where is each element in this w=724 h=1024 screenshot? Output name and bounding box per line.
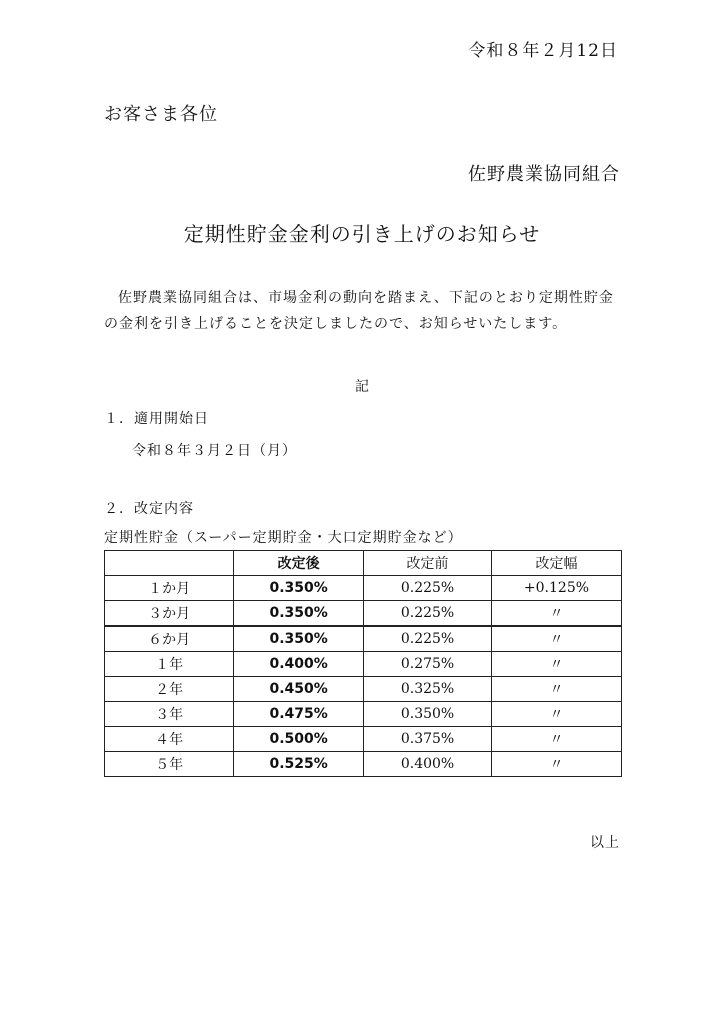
term-cell: ５年 [105, 752, 234, 777]
section1-heading: １．適用開始日 [104, 411, 209, 427]
section2-heading: ２．改定内容 [104, 501, 194, 517]
before-cell: 0.225% [364, 576, 492, 601]
table-header-row [105, 551, 622, 576]
table-row [105, 702, 622, 727]
after-cell: 0.475% [234, 702, 364, 727]
after-cell: 0.500% [234, 727, 364, 752]
before-cell: 0.375% [364, 727, 492, 752]
before-cell: 0.225% [364, 626, 492, 652]
after-cell: 0.450% [234, 677, 364, 702]
table-row [105, 677, 622, 702]
body-paragraph: 佐野農業協同組合は、市場金利の動向を踏まえ、下記のとおり定期性貯金の金利を引き上げることを決定しましたので、お知らせいたします。 [104, 290, 614, 332]
term-cell: ３年 [105, 702, 234, 727]
table-row [105, 601, 622, 627]
after-cell: 0.525% [234, 752, 364, 777]
rate-table [104, 550, 622, 777]
term-cell: ６か月 [105, 626, 234, 652]
before-cell: 0.325% [364, 677, 492, 702]
diff-cell: 〃 [491, 601, 621, 627]
after-cell: 0.350% [234, 601, 364, 627]
after-cell: 0.350% [234, 626, 364, 652]
table-row [105, 752, 622, 777]
document-title: 定期性貯金金利の引き上げのお知らせ [183, 222, 541, 246]
term-cell: ４年 [105, 727, 234, 752]
diff-cell: 〃 [491, 752, 621, 777]
term-cell: １か月 [105, 576, 234, 601]
after-cell: 0.350% [234, 576, 364, 601]
header-diff: 改定幅 [491, 551, 621, 576]
table-row [105, 576, 622, 601]
diff-cell: 〃 [491, 652, 621, 677]
effective-date: 令和８年３月２日（月） [132, 443, 297, 459]
header-after: 改定後 [234, 551, 364, 576]
table-row [105, 727, 622, 752]
sender: 佐野農業協同組合 [468, 164, 620, 185]
diff-cell: 〃 [491, 702, 621, 727]
diff-cell: 〃 [491, 727, 621, 752]
table-row [105, 626, 622, 652]
before-cell: 0.225% [364, 601, 492, 627]
table-caption: 定期性貯金（スーパー定期貯金・大口定期貯金など） [104, 530, 463, 546]
table-row [105, 652, 622, 677]
recipient: お客さま各位 [104, 104, 218, 125]
before-cell: 0.350% [364, 702, 492, 727]
diff-cell: +0.125% [491, 576, 621, 601]
diff-cell: 〃 [491, 677, 621, 702]
header-before: 改定前 [364, 551, 492, 576]
term-cell: ３か月 [105, 601, 234, 627]
after-cell: 0.400% [234, 652, 364, 677]
header-term [105, 551, 234, 576]
before-cell: 0.400% [364, 752, 492, 777]
closing-mark: 以上 [590, 835, 620, 851]
ki-heading: 記 [355, 379, 369, 395]
diff-cell: 〃 [491, 626, 621, 652]
before-cell: 0.275% [364, 652, 492, 677]
term-cell: ２年 [105, 677, 234, 702]
document-date: 令和８年２月12日 [468, 41, 618, 61]
term-cell: １年 [105, 652, 234, 677]
